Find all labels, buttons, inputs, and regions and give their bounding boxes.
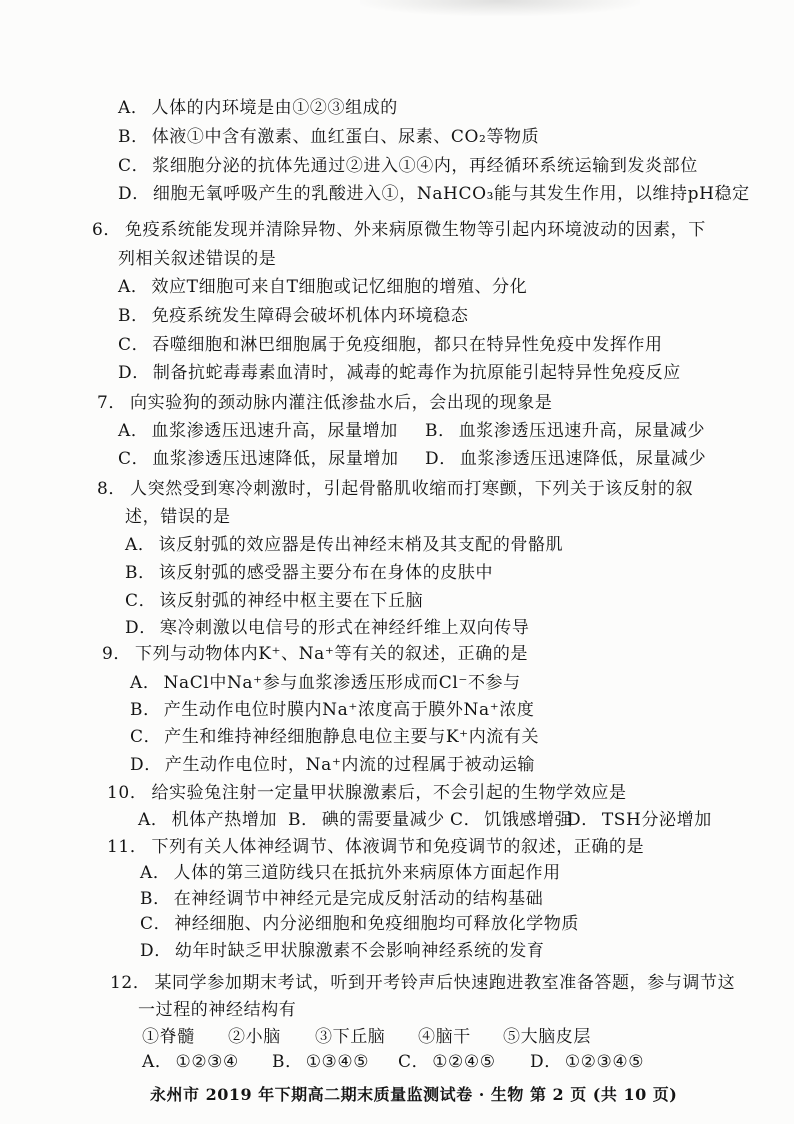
option-text: 该反射弧的神经中枢主要在下丘脑 [159, 591, 424, 611]
option-text: 体液①中含有激素、血红蛋白、尿素、CO₂等物质 [151, 127, 540, 147]
option-label: C． [125, 591, 157, 611]
q12-option-d [530, 1051, 644, 1073]
question-stem: 下列有关人体神经调节、体液调节和免疫调节的叙述，正确的是 [151, 837, 645, 857]
q12-item-2: ②小脑 [228, 1027, 281, 1047]
q5-option-d [118, 183, 750, 205]
question-number: 12． [110, 973, 151, 993]
q9-option-d [130, 754, 535, 776]
q12-option-a [142, 1051, 239, 1073]
question-number: 6． [92, 220, 122, 240]
q6-option-a [118, 276, 527, 298]
q12-item-5: ⑤大脑皮层 [503, 1027, 591, 1047]
option-text: 血浆渗透压迅速降低，尿量增加 [152, 449, 399, 469]
option-label: B． [272, 1052, 303, 1072]
question-number: 10． [107, 783, 148, 803]
question-stem: 给实验兔注射一定量甲状腺激素后，不会引起的生物学效应是 [151, 783, 627, 803]
option-label: A． [118, 421, 149, 441]
q6-option-b [118, 305, 469, 327]
q12-stem-line-1 [110, 972, 735, 994]
question-number: 7． [97, 393, 127, 413]
option-text: 该反射弧的感受器主要分布在身体的皮肤中 [158, 563, 494, 583]
question-stem: 下列与动物体内K⁺、Na⁺等有关的叙述，正确的是 [135, 644, 529, 664]
option-label: D． [130, 755, 162, 775]
scan-smudge [360, 0, 640, 16]
option-text: 机体产热增加 [171, 810, 278, 830]
q7-option-b [425, 420, 705, 442]
q12-option-b [272, 1051, 369, 1073]
option-label: B． [425, 421, 456, 441]
q5-option-c [118, 155, 698, 177]
q9-option-b [130, 699, 534, 721]
option-text: 免疫系统发生障碍会破坏机体内环境稳态 [151, 306, 469, 326]
option-label: C． [118, 449, 150, 469]
q8-option-a [125, 534, 563, 556]
option-text: 幼年时缺乏甲状腺激素不会影响神经系统的发育 [174, 941, 545, 961]
option-text: TSH分泌增加 [601, 810, 712, 830]
q9-stem [102, 643, 528, 665]
option-label: B． [125, 563, 156, 583]
q10-option-c [450, 809, 572, 831]
q6-option-c [118, 334, 663, 356]
q5-option-a [118, 97, 398, 119]
question-number: 8． [97, 479, 127, 499]
q11-option-c [140, 913, 579, 935]
q10-option-d [567, 809, 712, 831]
option-label: C． [118, 335, 150, 355]
option-label: C． [140, 914, 172, 934]
q12-stem-line-2: 一过程的神经结构有 [138, 1000, 297, 1020]
option-text: 产生动作电位时，Na⁺内流的过程属于被动运输 [164, 755, 536, 775]
option-label: A． [130, 673, 161, 693]
option-label: C． [398, 1052, 430, 1072]
q11-option-a [140, 862, 561, 884]
option-label: B． [118, 306, 149, 326]
option-label: B． [130, 700, 161, 720]
q9-option-c [130, 726, 539, 748]
option-text: 人体的第三道防线只在抵抗外来病原体方面起作用 [173, 863, 561, 883]
option-text: NaCl中Na⁺参与血浆渗透压形成而Cl⁻不参与 [163, 673, 521, 693]
option-text: 产生和维持神经细胞静息电位主要与K⁺内流有关 [164, 727, 540, 747]
option-text: 在神经调节中神经元是完成反射活动的结构基础 [173, 889, 544, 909]
q11-option-b [140, 888, 543, 910]
q11-stem [107, 836, 644, 858]
option-text: 人体的内环境是由①②③组成的 [151, 98, 398, 118]
option-label: A． [118, 98, 149, 118]
option-label: D． [118, 184, 150, 204]
q12-item-1: ①脊髓 [142, 1027, 195, 1047]
option-label: D． [125, 618, 157, 638]
q6-stem-line-2: 列相关叙述错误的是 [118, 249, 277, 269]
option-label: D． [118, 363, 150, 383]
page-footer: 永州市 2019 年下期高二期末质量监测试卷 · 生物 第 2 页 (共 10 页) [150, 1085, 678, 1104]
option-text: ①②③④ [175, 1052, 239, 1072]
question-number: 9． [102, 644, 132, 664]
option-text: 制备抗蛇毒毒素血清时，减毒的蛇毒作为抗原能引起特异性免疫反应 [152, 363, 681, 383]
q11-option-d [140, 940, 544, 962]
option-text: 产生动作电位时膜内Na⁺浓度高于膜外Na⁺浓度 [163, 700, 535, 720]
q7-option-d [425, 448, 706, 470]
option-text: 碘的需要量减少 [321, 810, 445, 830]
question-stem: 免疫系统能发现并清除异物、外来病原微生物等引起内环境波动的因素，下 [125, 220, 706, 240]
option-text: 血浆渗透压迅速升高，尿量增加 [151, 421, 398, 441]
question-stem: 向实验狗的颈动脉内灌注低渗盐水后，会出现的现象是 [130, 393, 553, 413]
option-label: B． [288, 810, 319, 830]
question-stem: 某同学参加期末考试，听到开考铃声后快速跑进教室准备答题，参与调节这 [154, 973, 736, 993]
q8-option-b [125, 562, 493, 584]
option-label: A． [125, 535, 156, 555]
q9-option-a [130, 672, 521, 694]
option-text: 吞噬细胞和淋巴细胞属于免疫细胞，都只在特异性免疫中发挥作用 [152, 335, 663, 355]
q10-option-a [138, 809, 277, 831]
q12-option-c [398, 1051, 496, 1073]
q12-item-4: ④脑干 [418, 1027, 471, 1047]
q7-stem [97, 392, 552, 414]
q10-option-b [288, 809, 445, 831]
option-label: D． [425, 449, 457, 469]
option-text: ①②④⑤ [432, 1052, 496, 1072]
q12-item-3: ③下丘脑 [315, 1027, 386, 1047]
option-label: A． [118, 277, 149, 297]
option-label: B． [118, 127, 149, 147]
option-text: 饥饿感增强 [484, 810, 573, 830]
q6-stem-line-1 [92, 219, 706, 241]
option-text: ①②③④⑤ [564, 1052, 645, 1072]
q8-stem-line-2: 述，错误的是 [125, 507, 231, 527]
option-text: 浆细胞分泌的抗体先通过②进入①④内，再经循环系统运输到发炎部位 [152, 156, 698, 176]
q10-stem [107, 782, 627, 804]
option-label: D． [530, 1052, 562, 1072]
option-label: C． [118, 156, 150, 176]
q8-stem-line-1 [97, 478, 693, 500]
option-label: A． [138, 810, 169, 830]
option-label: C． [450, 810, 482, 830]
option-label: C． [130, 727, 162, 747]
q8-option-d [125, 617, 529, 639]
option-label: A． [142, 1052, 173, 1072]
option-text: 神经细胞、内分泌细胞和免疫细胞均可释放化学物质 [174, 914, 580, 934]
option-text: 血浆渗透压迅速降低，尿量减少 [459, 449, 707, 469]
question-number: 11． [107, 837, 148, 857]
option-text: 寒冷刺激以电信号的形式在神经纤维上双向传导 [159, 618, 530, 638]
option-label: B． [140, 889, 171, 909]
option-text: 血浆渗透压迅速升高，尿量减少 [458, 421, 706, 441]
q5-option-b [118, 126, 539, 148]
option-text: 效应T细胞可来自T细胞或记忆细胞的增殖、分化 [151, 277, 528, 297]
q7-option-c [118, 448, 399, 470]
question-stem: 人突然受到寒冷刺激时，引起骨骼肌收缩而打寒颤，下列关于该反射的叙 [130, 479, 694, 499]
option-text: 细胞无氧呼吸产生的乳酸进入①，NaHCO₃能与其发生作用，以维持pH稳定 [152, 184, 750, 204]
option-label: D． [140, 941, 172, 961]
q8-option-c [125, 590, 423, 612]
option-text: 该反射弧的效应器是传出神经末梢及其支配的骨骼肌 [158, 535, 564, 555]
option-label: A． [140, 863, 171, 883]
q7-option-a [118, 420, 398, 442]
q6-option-d [118, 362, 681, 384]
option-text: ①③④⑤ [305, 1052, 370, 1072]
option-label: D． [567, 810, 599, 830]
